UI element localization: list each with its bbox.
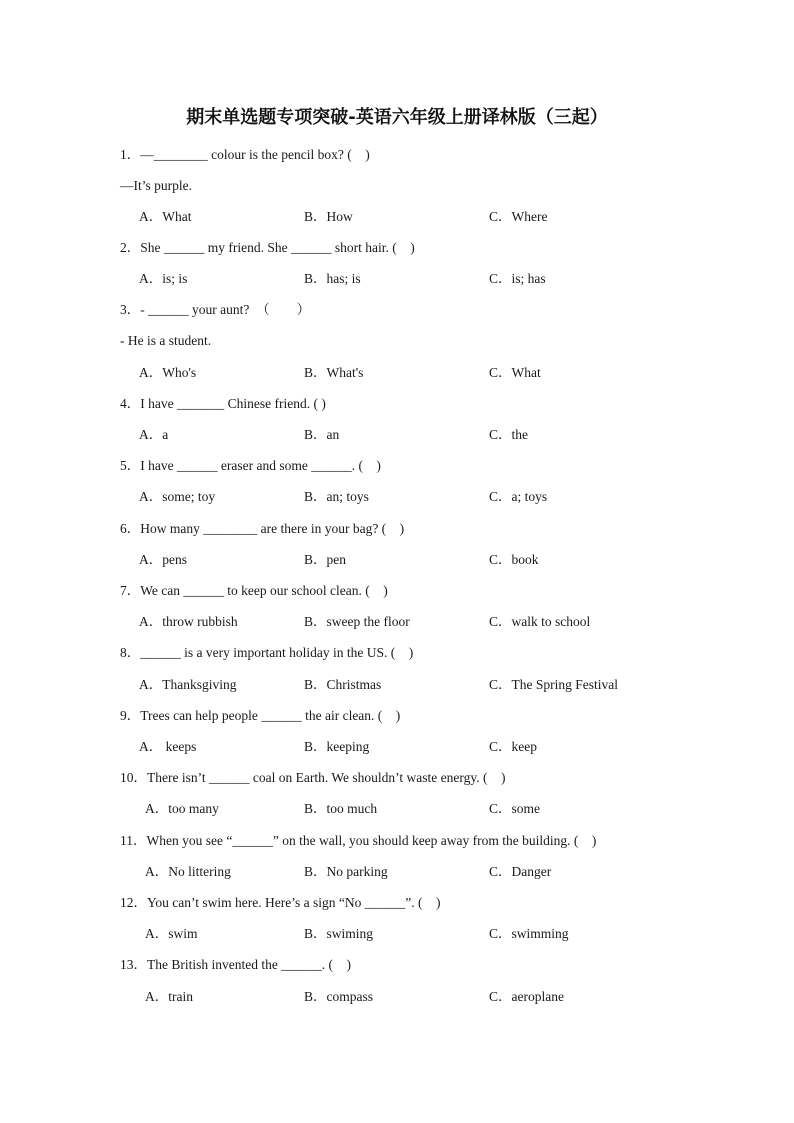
option-a: A．No littering (145, 864, 231, 879)
question-stem: 5．I have ______ eraser and some ______. ( ) (120, 458, 381, 473)
question-stem: 9．Trees can help people ______ the air clean. ( ) (120, 708, 401, 723)
question-dialogue: —It’s purple. (120, 178, 192, 193)
option-b: B．No parking (304, 864, 388, 879)
option-a: A．throw rubbish (139, 614, 238, 629)
question-stem: 3．- ______ your aunt? （ ） (120, 302, 311, 317)
option-b: B．an (304, 427, 340, 442)
option-b: B．an; toys (304, 489, 369, 504)
option-a: A．swim (145, 926, 198, 941)
question-stem: 6．How many ________ are there in your bag? ( ) (120, 521, 405, 536)
option-a: A．Thanksgiving (139, 677, 237, 692)
option-a: A．What (139, 209, 192, 224)
question-stem: 8．______ is a very important holiday in the US. ( ) (120, 645, 414, 660)
question-stem: 10．There isn’t ______ coal on Earth. We shouldn’t waste energy. ( ) (120, 770, 506, 785)
option-a: A．Who's (139, 365, 197, 380)
option-c: C．the (489, 427, 528, 442)
option-b: B．pen (304, 552, 346, 567)
option-c: C．keep (489, 739, 537, 754)
question-stem: 1．—________ colour is the pencil box? ( ) (120, 147, 370, 162)
option-c: C．aeroplane (489, 989, 564, 1004)
option-b: B．What's (304, 365, 364, 380)
option-b: B．How (304, 209, 353, 224)
option-c: C．a; toys (489, 489, 548, 504)
option-c: C．book (489, 552, 539, 567)
question-stem: 4．I have _______ Chinese friend. ( ) (120, 396, 326, 411)
option-a: A．a (139, 427, 169, 442)
question-stem: 11．When you see “______” on the wall, you should keep away from the building. ( ) (120, 833, 597, 848)
option-a: A．is; is (139, 271, 188, 286)
option-c: C．What (489, 365, 541, 380)
option-c: C．some (489, 801, 541, 816)
option-b: B．sweep the floor (304, 614, 410, 629)
option-a: A． keeps (139, 739, 197, 754)
option-b: B．swiming (304, 926, 374, 941)
option-c: C．Danger (489, 864, 552, 879)
option-c: C．The Spring Festival (489, 677, 618, 692)
option-a: A．too many (145, 801, 219, 816)
option-a: A．pens (139, 552, 187, 567)
option-c: C．walk to school (489, 614, 591, 629)
question-stem: 12．You can’t swim here. Here’s a sign “No ______”. ( ) (120, 895, 441, 910)
option-c: C．Where (489, 209, 548, 224)
option-b: B．Christmas (304, 677, 382, 692)
option-b: B．compass (304, 989, 373, 1004)
option-b: B．has; is (304, 271, 361, 286)
question-stem: 13．The British invented the ______. ( ) (120, 957, 351, 972)
question-stem: 2．She ______ my friend. She ______ short hair. ( ) (120, 240, 415, 255)
option-a: A．train (145, 989, 193, 1004)
option-c: C．is; has (489, 271, 546, 286)
option-a: A．some; toy (139, 489, 216, 504)
option-c: C．swimming (489, 926, 569, 941)
option-b: B．too much (304, 801, 378, 816)
page-title: 期末单选题专项突破-英语六年级上册译林版（三起） (186, 107, 608, 128)
option-b: B．keeping (304, 739, 370, 754)
question-stem: 7．We can ______ to keep our school clean. ( ) (120, 583, 388, 598)
question-dialogue: - He is a student. (120, 333, 212, 348)
